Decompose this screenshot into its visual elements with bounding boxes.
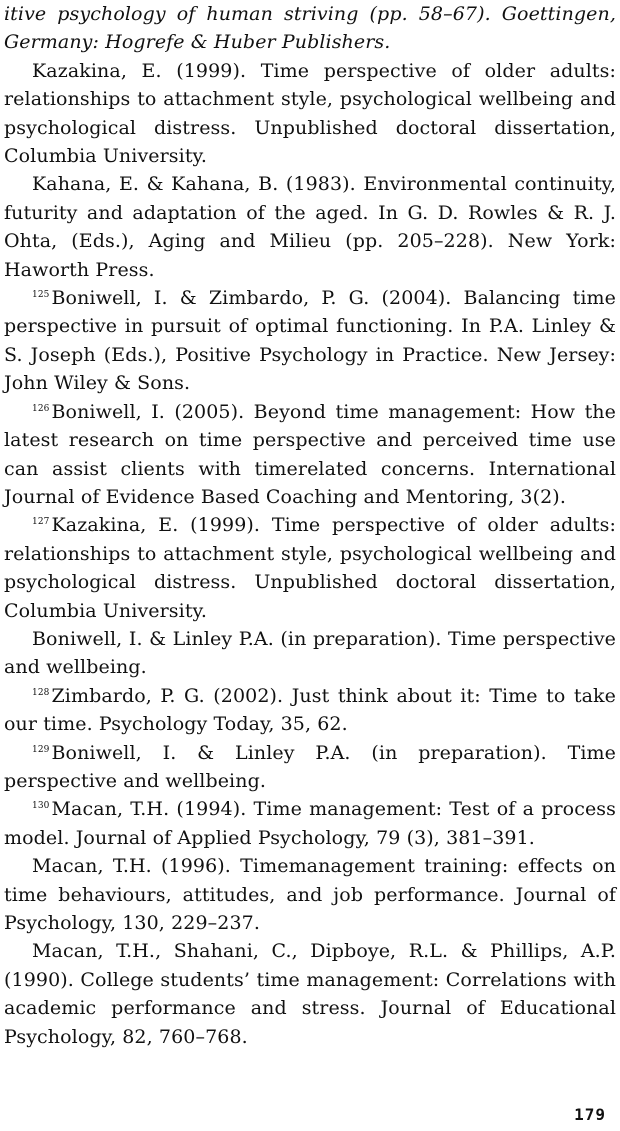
reference-entry: Macan, T.H., Shahani, C., Dipboye, R.L. & Phillips, A.P. (1990). College students’ time management: Correlations with academic performance and stress. Journal of Educational Psychology, 82, 760–768. bbox=[4, 940, 616, 1048]
footnote-number: 127 bbox=[32, 517, 50, 528]
footnote-number: 126 bbox=[32, 403, 50, 414]
footnote-entry: $^{128}$ Zimbardo, P. G. (2002). Just think about it: Time to take our time. Psychology Today, 35, 62. bbox=[4, 684, 616, 736]
footnote-entry: $^{127}$ Kazakina, E. (1999). Time perspective of older adults: relationships to attachment style, psychological wellbeing and psychological distress. Unpublished doctoral dissertation, Columbia University. bbox=[4, 514, 616, 622]
footnote-entry: $^{125}$ Boniwell, I. & Zimbardo, P. G. (2004). Balancing time perspective in pursuit of optimal functioning. In P.A. Linley & S. Joseph (Eds.), Positive Psychology in Practice. New Jersey: John Wiley & Sons. bbox=[4, 287, 616, 395]
footnote-entry: $^{129}$ Boniwell, I. & Linley P.A. (in preparation). Time perspective and wellbeing. bbox=[4, 741, 616, 792]
footnote-number: 130 bbox=[32, 801, 50, 812]
footnote-entry: $^{126}$ Boniwell, I. (2005). Beyond time management: How the latest research on time perspective and perceived time use can assist clients with timerelated concerns. International Journal of Evidence Based Coaching and Mentoring, 3(2). bbox=[4, 400, 616, 508]
reference-entry: Kazakina, E. (1999). Time perspective of older adults: relationships to attachment style, psychological wellbeing and psychological distress. Unpublished doctoral dissertation, Columbia University. bbox=[4, 59, 616, 168]
reference-entry: Boniwell, I. & Linley P.A. (in preparation). Time perspective and wellbeing. bbox=[4, 627, 616, 679]
reference-entry: Macan, T.H. (1996). Timemanagement training: effects on time behaviours, attitudes, and job performance. Journal of Psychology, 130, 229–237. bbox=[4, 855, 616, 934]
footnote-number: 125 bbox=[32, 290, 50, 301]
reference-continuation: itive psychology of human striving (pp. 58–67). Goettingen, Germany: Hogrefe & Huber Publishers. bbox=[4, 3, 616, 54]
reference-list bbox=[4, 0, 616, 1051]
footnote-number: 128 bbox=[32, 687, 50, 698]
footnote-entry: $^{130}$ Macan, T.H. (1994). Time management: Test of a process model. Journal of Applied Psychology, 79 (3), 381–391. bbox=[4, 798, 616, 849]
page-number: 179 bbox=[574, 1105, 606, 1124]
footnote-number: 129 bbox=[32, 744, 50, 755]
reference-entry: Kahana, E. & Kahana, B. (1983). Environmental continuity, futurity and adaptation of the aged. In G. D. Rowles & R. J. Ohta, (Eds.), Aging and Milieu (pp. 205–228). New York: Haworth Press. bbox=[4, 173, 616, 281]
